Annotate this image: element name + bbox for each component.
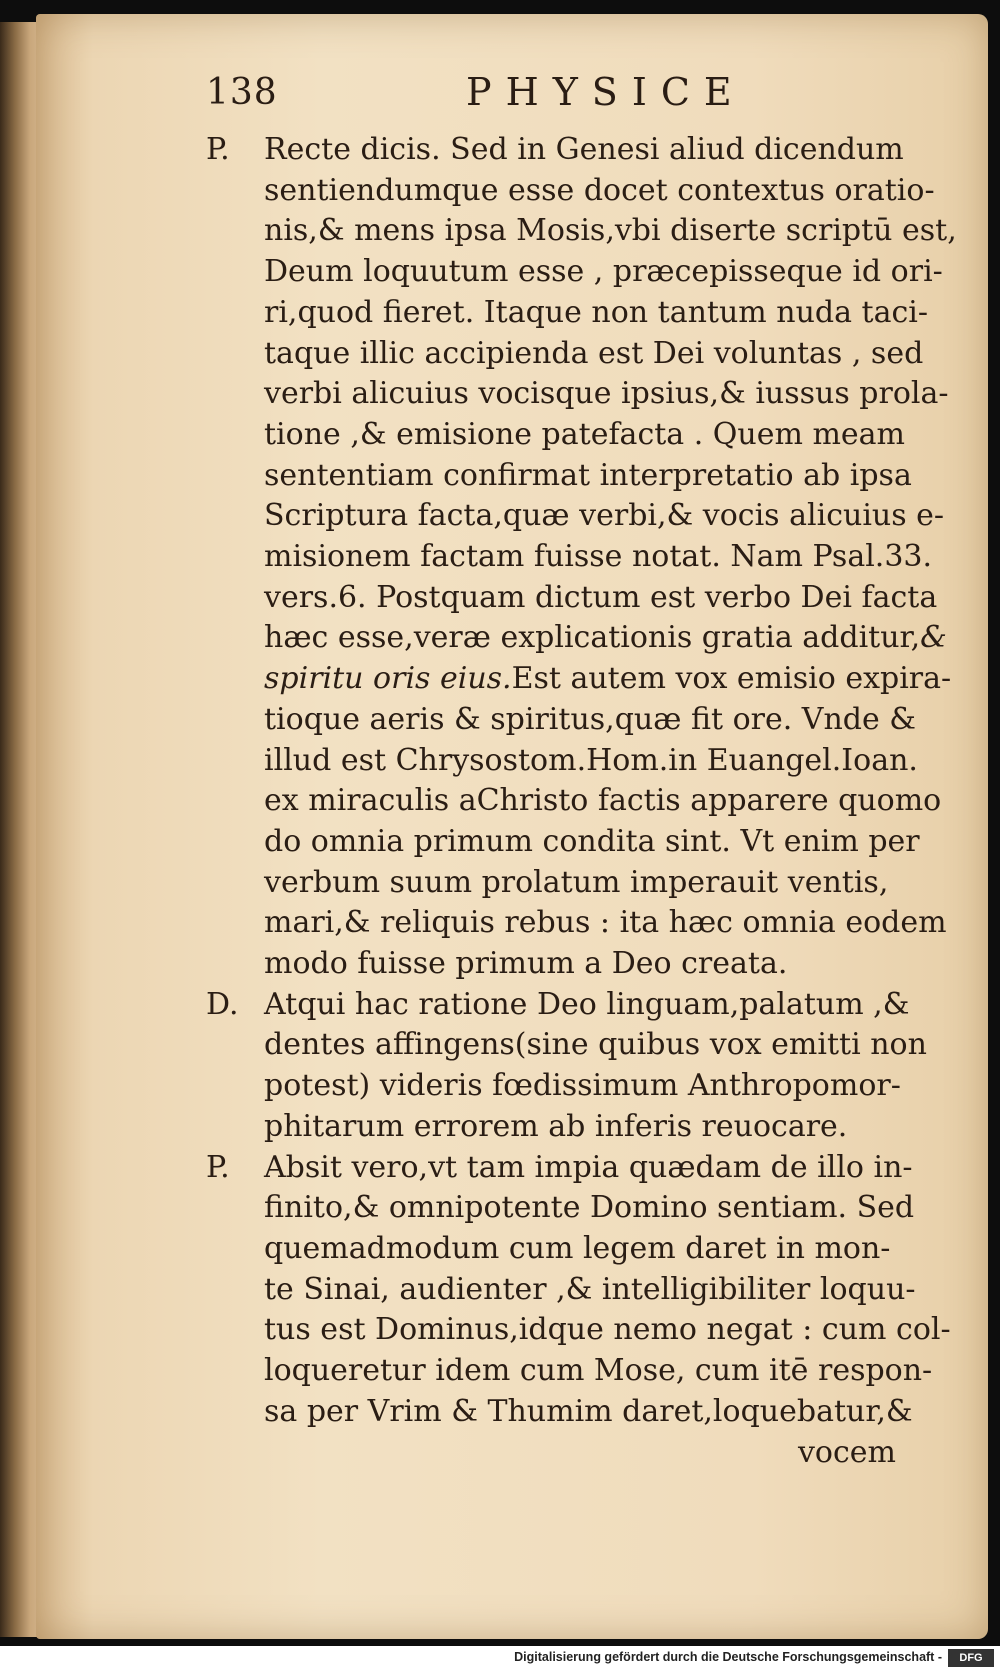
text-line: Scriptura facta,quæ verbi,& vocis alicuius e- (264, 498, 945, 534)
text-line: vers.6. Postquam dictum est verbo Dei facta (264, 579, 938, 615)
text-line: verbi alicuius vocisque ipsius,& iussus prola- (264, 376, 949, 412)
page-content (206, 60, 966, 1590)
text-line: tus est Dominus,idque nemo negat : cum col- (264, 1312, 951, 1348)
digitization-footer (0, 1646, 1000, 1671)
text-line: do omnia primum condita sint. Vt enim per (264, 823, 920, 859)
text-line: P. Recte dicis. Sed in Genesi aliud dicendum (206, 130, 946, 171)
body-text (206, 130, 957, 1473)
dialogue-paragraph (206, 1148, 951, 1433)
page-header (206, 60, 946, 120)
text-line: taque illic accipienda est Dei voluntas , sed (264, 335, 924, 371)
text-line: hæc esse,veræ explicationis gratia additur,& (264, 620, 947, 656)
text-line: D. Atqui hac ratione Deo linguam,palatum ,& (206, 985, 946, 1026)
text-line: phitarum errorem ab inferis reuocare. (264, 1108, 848, 1144)
page-number: 138 (206, 72, 278, 113)
text-line: modo fuisse primum a Deo creata. (264, 946, 788, 982)
running-title: PHYSICE (466, 70, 746, 114)
text-line: ri,quod fieret. Itaque non tantum nuda taci- (264, 294, 928, 330)
dfg-logo-icon: DFG (948, 1649, 994, 1667)
speaker-label: P. (206, 132, 230, 167)
text-line: misionem factam fuisse notat. Nam Psal.33. (264, 539, 933, 575)
text-line: sa per Vrim & Thumim daret,loquebatur,& (264, 1393, 913, 1429)
text-line: Deum loquutum esse , præcepisseque id ori- (264, 254, 943, 290)
text-line: te Sinai, audienter ,& intelligibiliter loquu- (264, 1271, 916, 1307)
text-line: potest) videris fœdissimum Anthropomor- (264, 1068, 901, 1104)
text-line: quemadmodum cum legem daret in mon- (264, 1230, 891, 1266)
italic-quote: spiritu oris eius. (264, 661, 512, 697)
dialogue-paragraph (206, 985, 946, 1148)
text-line: sententiam confirmat interpretatio ab ipsa (264, 457, 912, 493)
catchword: vocem (797, 1434, 896, 1470)
text-line: ex miraculis aChristo factis apparere quomo (264, 783, 942, 819)
text-line: dentes affingens(sine quibus vox emitti non (264, 1027, 927, 1063)
text-line: sentiendumque esse docet contextus oratio- (264, 172, 935, 208)
text-line: spiritu oris eius.Est autem vox emisio expira- (264, 661, 952, 697)
italic-connector: & (920, 620, 947, 656)
speaker-label: D. (206, 986, 239, 1022)
text-line: finito,& omnipotente Domino sentiam. Sed (264, 1190, 915, 1226)
speaker-label: P. (206, 1149, 230, 1185)
text-line: illud est Chrysostom.Hom.in Euangel.Ioan. (264, 742, 918, 778)
dialogue-paragraph (206, 130, 957, 985)
book-page (36, 14, 988, 1639)
text-line: loqueretur idem cum Mose, cum itē respon- (264, 1353, 933, 1389)
text-line: nis,& mens ipsa Mosis,vbi diserte scriptū est, (264, 213, 957, 249)
text-line: tione ,& emisione patefacta . Quem meam (264, 416, 905, 452)
text-line: P. Absit vero,vt tam impia quædam de illo in- (206, 1148, 946, 1189)
text-line: verbum suum prolatum imperauit ventis, (264, 864, 889, 900)
funding-credit: Digitalisierung gefördert durch die Deutsche Forschungsgemeinschaft - (514, 1650, 942, 1664)
text-line: mari,& reliquis rebus : ita hæc omnia eodem (264, 905, 947, 941)
text-line: tioque aeris & spiritus,quæ fit ore. Vnde & (264, 701, 916, 737)
